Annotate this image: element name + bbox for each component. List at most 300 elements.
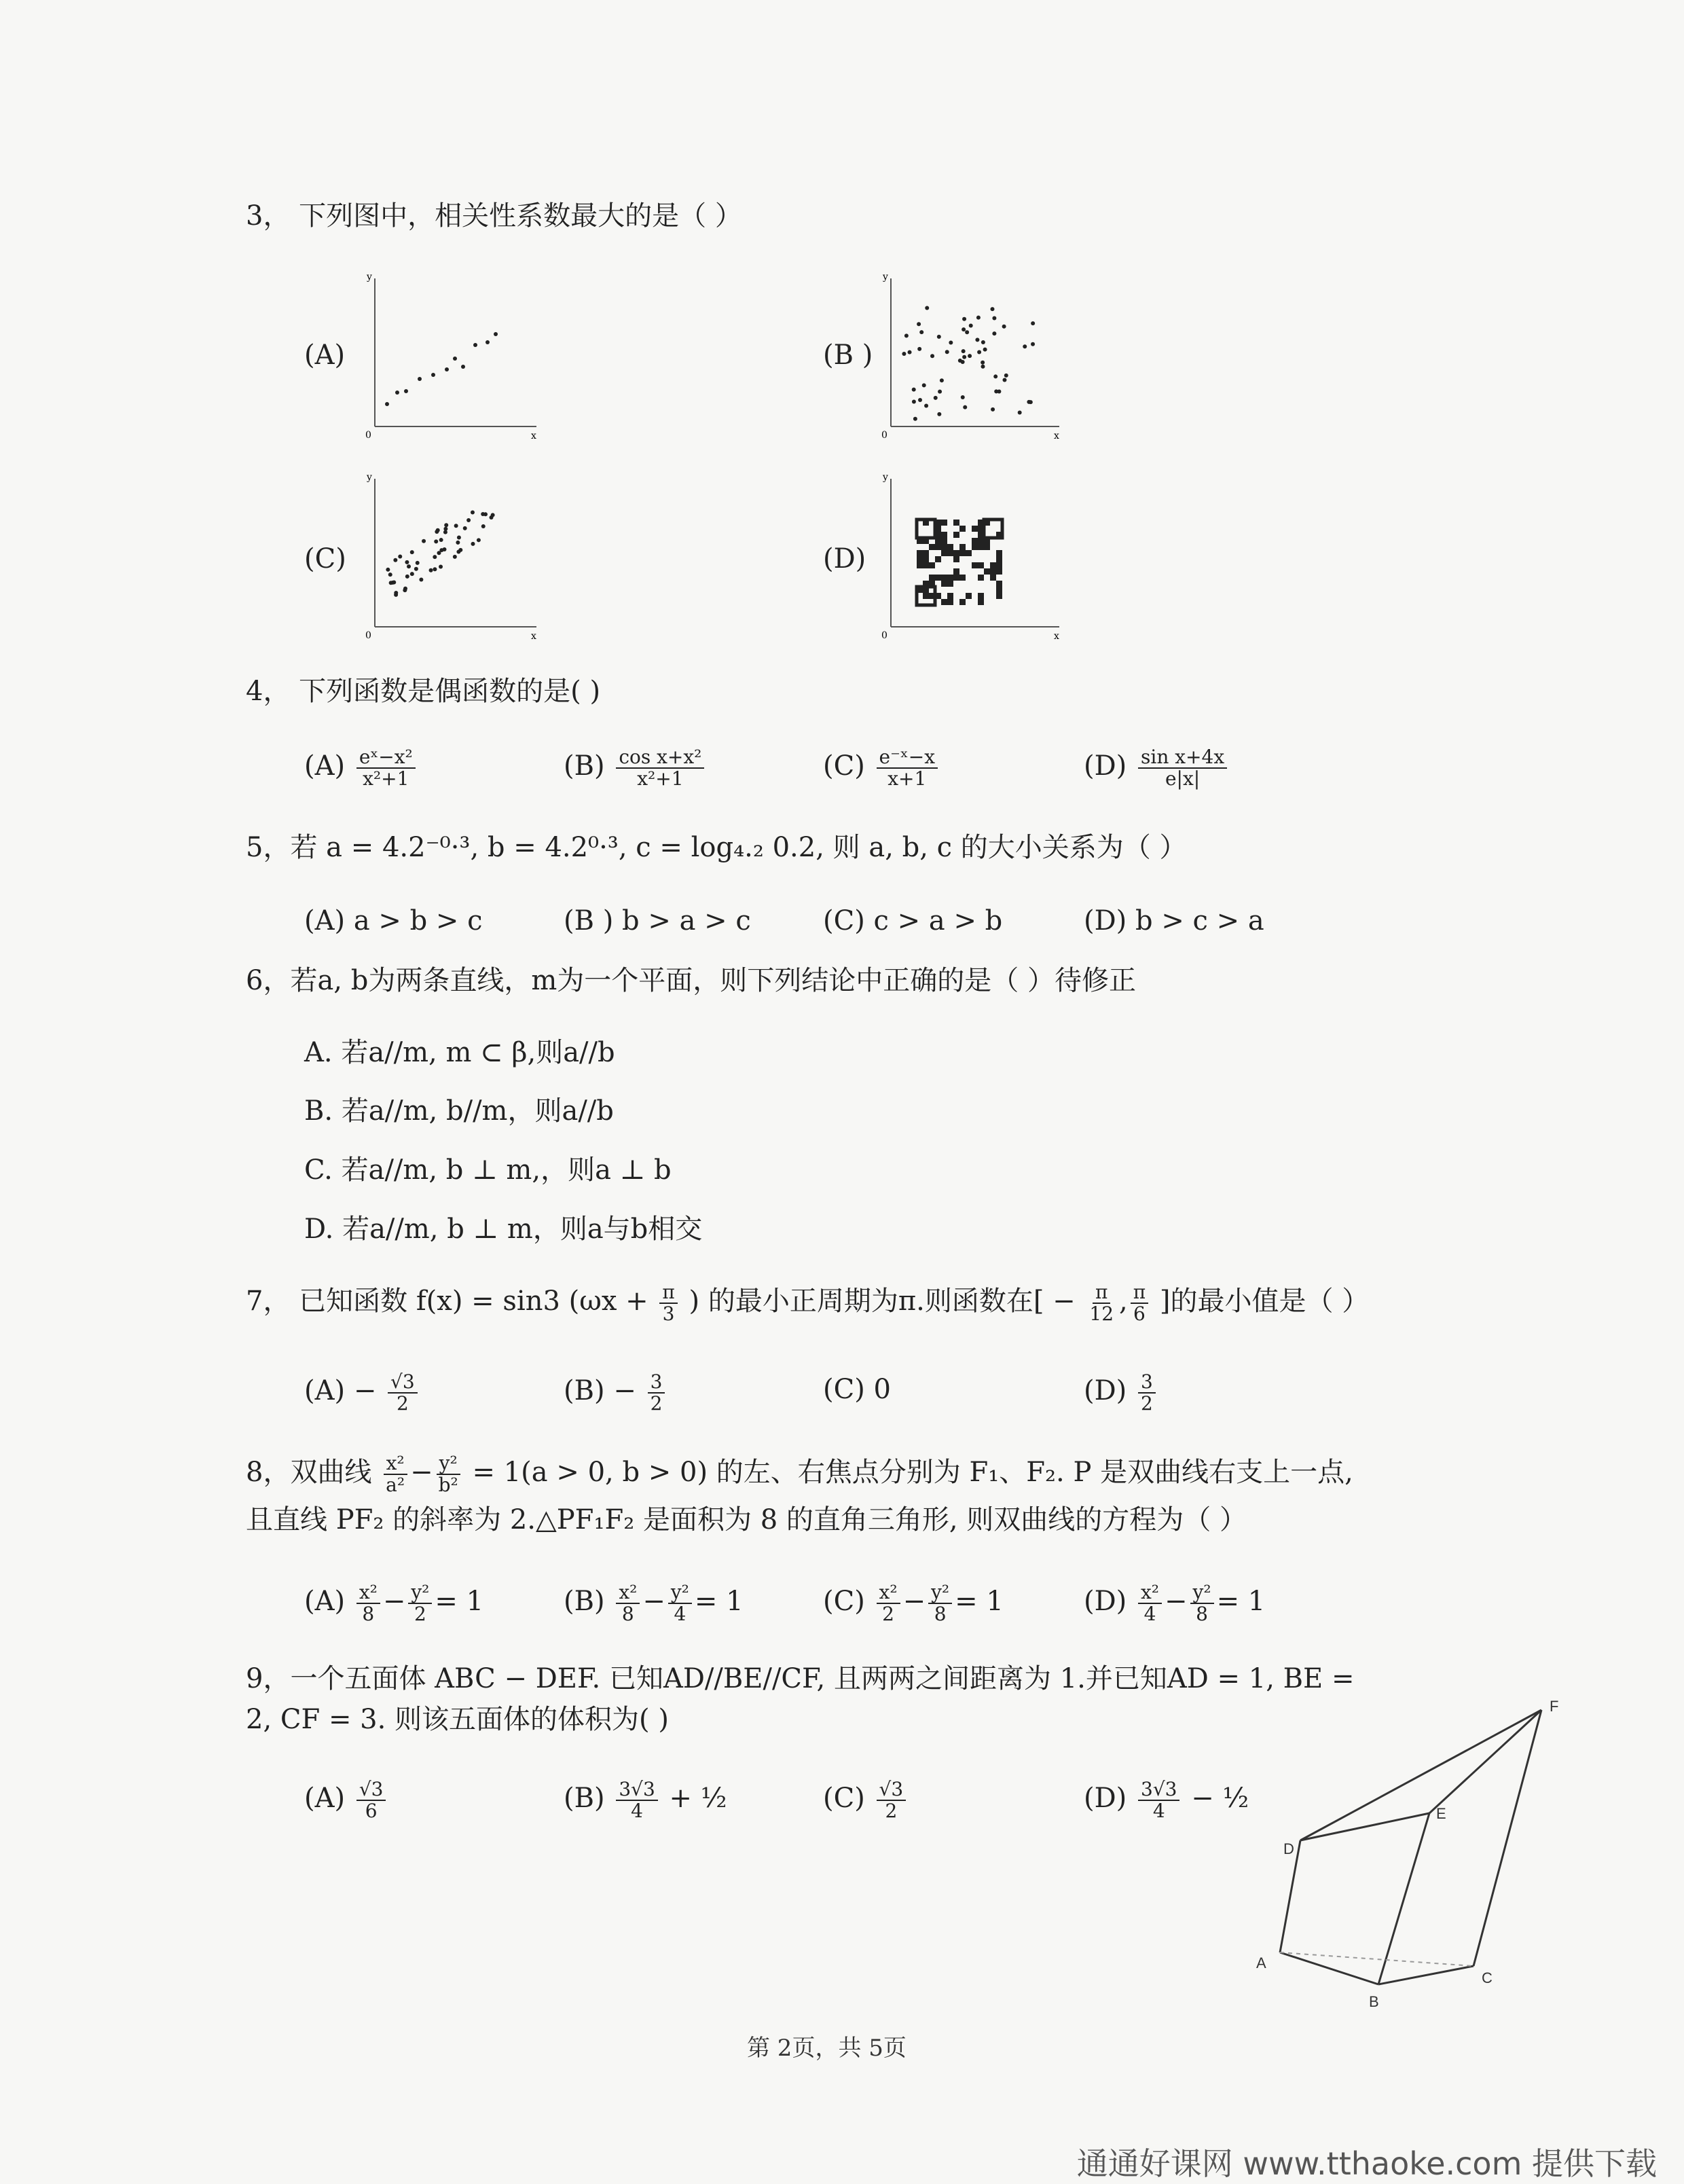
q7-b-fraction bbox=[648, 1372, 665, 1414]
scatter-b-point bbox=[981, 340, 985, 344]
qr-module bbox=[941, 538, 947, 544]
scatter-c-x: x bbox=[531, 631, 536, 642]
q7-option-b[interactable] bbox=[564, 1372, 667, 1414]
scatter-c-point bbox=[443, 527, 447, 531]
q7-stem-part-c: , bbox=[1119, 1286, 1128, 1317]
scatter-b-point bbox=[917, 347, 921, 351]
scatter-c-point bbox=[394, 591, 398, 595]
scatter-c-y: y bbox=[367, 472, 372, 483]
scatter-a-point bbox=[385, 402, 389, 406]
qr-module bbox=[996, 562, 1002, 568]
qr-module bbox=[935, 575, 941, 581]
scatter-c-point bbox=[410, 550, 414, 554]
qr-module bbox=[996, 550, 1002, 556]
scatter-c-point bbox=[429, 568, 433, 572]
scatter-c-point bbox=[393, 558, 397, 562]
scatter-b-point bbox=[924, 403, 928, 407]
q4-a-fraction bbox=[356, 747, 416, 789]
q7-frac-3 bbox=[1131, 1282, 1148, 1324]
qr-module bbox=[947, 544, 953, 550]
qr-module bbox=[996, 587, 1002, 593]
q8-b-label: (B) bbox=[564, 1586, 605, 1617]
scatter-b-point bbox=[919, 330, 923, 334]
qr-module bbox=[941, 520, 947, 526]
q5-stem: 5，若 a = 4.2⁻⁰·³, b = 4.2⁰·³, c = log₄.₂ 0.2, 则 a, b, c 的大小关系为（ ） bbox=[246, 832, 1187, 863]
q8-a-label: (A) bbox=[304, 1586, 346, 1617]
scatter-b-point bbox=[912, 400, 916, 404]
q7-option-c[interactable] bbox=[823, 1372, 891, 1407]
q4-option-c[interactable] bbox=[823, 747, 940, 789]
q9-line2: 2, CF = 3. 则该五面体的体积为( ) bbox=[246, 1704, 669, 1735]
q9-a-label: (A) bbox=[304, 1783, 346, 1814]
q7-a-num: √3 bbox=[388, 1372, 418, 1394]
scatter-c-point bbox=[419, 577, 423, 581]
scatter-b-point bbox=[940, 378, 944, 382]
scatter-b-point bbox=[992, 316, 996, 320]
q8-c-y2: y² bbox=[928, 1582, 952, 1604]
qr-module bbox=[959, 599, 966, 605]
q4-d-fraction bbox=[1138, 747, 1227, 789]
scatter-a-point bbox=[494, 332, 498, 336]
q7-stem-part-d: ]的最小值是（ ） bbox=[1159, 1286, 1370, 1317]
qr-module bbox=[953, 520, 959, 526]
q5-option-c[interactable]: (C) c > a > b bbox=[823, 905, 1003, 936]
q5-option-a[interactable]: (A) a > b > c bbox=[304, 905, 483, 936]
q4-a-den: x²+1 bbox=[363, 767, 409, 790]
q8-c-x2: x² bbox=[877, 1582, 900, 1604]
q9-b-den: 4 bbox=[631, 1800, 643, 1822]
qr-module bbox=[923, 550, 929, 556]
scatter-c-point bbox=[477, 538, 481, 542]
qr-module bbox=[917, 562, 923, 568]
scatter-plot-c bbox=[360, 472, 543, 642]
q7-d-den: 2 bbox=[1141, 1392, 1153, 1415]
scatter-a-point bbox=[473, 343, 477, 347]
q7-option-d[interactable] bbox=[1084, 1372, 1158, 1414]
scatter-b-point bbox=[962, 355, 966, 359]
qr-module bbox=[966, 550, 972, 556]
q8-minus: − bbox=[410, 1457, 433, 1488]
scatter-b-point bbox=[997, 389, 1001, 393]
scatter-a-y: y bbox=[367, 272, 372, 283]
scatter-b-point bbox=[977, 350, 981, 354]
scatter-c-point bbox=[388, 572, 392, 577]
qr-module bbox=[978, 593, 984, 599]
qr-module bbox=[996, 556, 1002, 562]
q8-frac-y bbox=[436, 1453, 461, 1495]
scatter-b-point bbox=[991, 407, 995, 412]
scatter-c-point bbox=[410, 572, 414, 576]
qr-module bbox=[966, 593, 972, 599]
q5-option-d[interactable]: (D) b > c > a bbox=[1084, 905, 1264, 936]
qr-module bbox=[941, 599, 947, 605]
q3-label-b: (B ) bbox=[823, 340, 873, 371]
q6-option-a[interactable]: A. 若a//m, m ⊂ β,则a//b bbox=[304, 1037, 615, 1068]
scatter-b-point bbox=[918, 398, 922, 402]
q8-f2-den: b² bbox=[438, 1474, 458, 1496]
q7-a-fraction bbox=[388, 1372, 418, 1414]
scatter-b-x: x bbox=[1054, 431, 1059, 441]
scatter-c-point bbox=[433, 555, 437, 559]
q8-c-eq: = 1 bbox=[955, 1586, 1004, 1617]
scatter-b-point bbox=[992, 331, 996, 335]
scatter-a-x: x bbox=[531, 431, 536, 441]
q9-c-label: (C) bbox=[823, 1783, 865, 1814]
q7-frac2-num: π bbox=[1093, 1282, 1110, 1304]
scatter-b-origin: 0 bbox=[881, 430, 887, 441]
q8-d-minus: − bbox=[1165, 1586, 1188, 1617]
vertex-b-label: B bbox=[1369, 1993, 1379, 2010]
scatter-b-point bbox=[913, 417, 917, 421]
qr-module bbox=[990, 562, 996, 568]
q8-c-den2: 8 bbox=[934, 1603, 947, 1625]
q9-d-num: 3√3 bbox=[1138, 1779, 1179, 1801]
q8-b-frac2 bbox=[668, 1582, 692, 1624]
vertex-d-label: D bbox=[1283, 1840, 1294, 1857]
qr-module bbox=[953, 532, 959, 538]
scatter-b-point bbox=[904, 333, 909, 338]
q7-option-a[interactable] bbox=[304, 1372, 420, 1414]
q8-a-frac2 bbox=[408, 1582, 432, 1624]
scatter-c-point bbox=[416, 561, 420, 565]
qr-module bbox=[978, 544, 984, 550]
q8-line1-b: = 1(a > 0, b > 0) 的左、右焦点分别为 F₁、F₂. P 是双曲线右支上一点, bbox=[472, 1457, 1353, 1488]
q8-d-x2: x² bbox=[1138, 1582, 1162, 1604]
scatter-c-point bbox=[389, 581, 393, 585]
q7-frac2-den: 12 bbox=[1089, 1303, 1114, 1325]
q7-stem bbox=[246, 1282, 1369, 1324]
q8-a-den1: 8 bbox=[362, 1603, 375, 1625]
scatter-b-point bbox=[925, 306, 929, 310]
qr-module bbox=[941, 532, 947, 538]
q4-c-num: e⁻ˣ−x bbox=[877, 747, 938, 769]
q8-f2-num: y² bbox=[437, 1453, 460, 1475]
qr-module bbox=[996, 568, 1002, 575]
vertex-a-label: A bbox=[1256, 1954, 1266, 1971]
q8-option-a[interactable] bbox=[304, 1582, 483, 1624]
scatter-c-point bbox=[458, 548, 462, 552]
q7-frac1-den: 3 bbox=[662, 1303, 675, 1325]
q4-b-den: x²+1 bbox=[637, 767, 684, 790]
scatter-c-point bbox=[405, 560, 409, 564]
q8-d-label: (D) bbox=[1084, 1586, 1127, 1617]
scatter-c-point bbox=[414, 567, 418, 571]
q4-d-num: sin x+4x bbox=[1138, 747, 1227, 769]
qr-module bbox=[984, 544, 990, 550]
q4-d-den: e|x| bbox=[1165, 767, 1201, 790]
q4-c-fraction bbox=[877, 747, 938, 789]
scatter-c-point bbox=[436, 528, 440, 532]
q7-frac1-num: π bbox=[659, 1282, 677, 1304]
qr-module bbox=[947, 575, 953, 581]
q7-frac-1 bbox=[659, 1282, 677, 1324]
scatter-b-point bbox=[922, 383, 926, 387]
q7-d-fraction bbox=[1138, 1372, 1156, 1414]
scatter-b-point bbox=[1031, 321, 1035, 325]
q8-d-eq: = 1 bbox=[1216, 1586, 1266, 1617]
scatter-plot-d bbox=[876, 472, 1066, 642]
q6-option-b[interactable]: B. 若a//m, b//m，则a//b bbox=[304, 1095, 614, 1127]
qr-module bbox=[947, 593, 953, 599]
q8-c-minus: − bbox=[902, 1586, 926, 1617]
q8-b-eq: = 1 bbox=[694, 1586, 744, 1617]
qr-module bbox=[923, 593, 929, 599]
qr-module bbox=[959, 526, 966, 532]
q4-option-b[interactable] bbox=[564, 747, 707, 789]
scatter-a-origin: 0 bbox=[365, 430, 371, 441]
q4-stem: 4， 下列函数是偶函数的是( ) bbox=[246, 676, 601, 707]
q9-d-tail: − ½ bbox=[1191, 1783, 1249, 1814]
q4-option-d[interactable] bbox=[1084, 747, 1230, 789]
scatter-c-point bbox=[466, 518, 471, 522]
page-footer: 第 2页，共 5页 bbox=[747, 2035, 907, 2062]
scatter-b-point bbox=[968, 354, 972, 358]
scatter-b-point bbox=[961, 360, 965, 364]
q9-d-label: (D) bbox=[1084, 1783, 1127, 1814]
qr-module bbox=[959, 575, 966, 581]
q9-c-num: √3 bbox=[877, 1779, 907, 1801]
q7-frac3-den: 6 bbox=[1133, 1303, 1146, 1325]
scatter-b-point bbox=[938, 390, 942, 394]
watermark: 通通好课网 www.tthaoke.com 提供下载 bbox=[1076, 2145, 1657, 2182]
q8-a-den2: 2 bbox=[414, 1603, 426, 1625]
scatter-b-point bbox=[937, 335, 941, 339]
pentahedron-diagram bbox=[1236, 1691, 1589, 2017]
q7-stem-part-b: ) 的最小正周期为π.则函数在[ − bbox=[689, 1286, 1076, 1317]
scatter-c-point bbox=[398, 555, 402, 559]
vertex-e-label: E bbox=[1436, 1805, 1446, 1822]
q4-option-a[interactable] bbox=[304, 747, 418, 789]
scatter-c-point bbox=[407, 564, 411, 568]
q8-option-c[interactable] bbox=[823, 1582, 1004, 1624]
q5-option-b[interactable]: (B ) b > a > c bbox=[564, 905, 751, 936]
q8-frac-x bbox=[383, 1453, 407, 1495]
vertex-f-label: F bbox=[1550, 1698, 1559, 1715]
scatter-c-point bbox=[463, 526, 467, 530]
q7-frac3-num: π bbox=[1131, 1282, 1148, 1304]
qr-module bbox=[947, 599, 953, 605]
scatter-d-y: y bbox=[883, 472, 888, 483]
q9-a-den: 6 bbox=[365, 1800, 378, 1822]
scatter-c-point bbox=[422, 539, 426, 543]
q7-d-label: (D) bbox=[1084, 1375, 1127, 1406]
q4-c-den: x+1 bbox=[887, 767, 927, 790]
scatter-c-point bbox=[456, 541, 460, 545]
q6-option-c[interactable]: C. 若a//m, b ⊥ m,，则a ⊥ b bbox=[304, 1154, 672, 1186]
scatter-b-point bbox=[945, 350, 949, 354]
scatter-c-point bbox=[471, 542, 475, 546]
scatter-plot-a bbox=[360, 272, 543, 441]
q7-b-den: 2 bbox=[650, 1392, 663, 1415]
q9-d-den: 4 bbox=[1152, 1800, 1165, 1822]
scatter-c-point bbox=[386, 568, 390, 572]
scatter-c-point bbox=[403, 588, 407, 592]
scatter-b-point bbox=[1027, 400, 1031, 404]
q4-a-label: (A) bbox=[304, 750, 346, 782]
qr-module bbox=[941, 550, 947, 556]
qr-module bbox=[929, 575, 935, 581]
qr-module bbox=[941, 581, 947, 587]
scatter-a-point bbox=[461, 365, 465, 369]
scatter-c-point bbox=[453, 555, 457, 559]
q7-frac-2 bbox=[1086, 1282, 1116, 1324]
scatter-b-point bbox=[1002, 325, 1006, 329]
q8-d-den2: 8 bbox=[1196, 1603, 1208, 1625]
q7-c-label: (C) 0 bbox=[823, 1374, 891, 1405]
scatter-c-point bbox=[433, 567, 437, 571]
scatter-b-point bbox=[975, 338, 979, 342]
q9-option-c[interactable] bbox=[823, 1779, 909, 1821]
scatter-c-point bbox=[454, 524, 458, 528]
scatter-c-point bbox=[439, 564, 443, 568]
q9-c-fraction bbox=[877, 1779, 907, 1821]
scatter-c-point bbox=[457, 536, 461, 540]
qr-module bbox=[923, 556, 929, 562]
scatter-c-point bbox=[405, 575, 409, 579]
q8-c-den1: 2 bbox=[882, 1603, 894, 1625]
q8-a-y2: y² bbox=[408, 1582, 432, 1604]
q4-b-fraction bbox=[616, 747, 704, 789]
qr-module bbox=[996, 581, 1002, 587]
q4-b-num: cos x+x² bbox=[616, 747, 704, 769]
qr-module bbox=[935, 556, 941, 562]
scatter-a-point bbox=[404, 389, 408, 393]
q8-b-den2: 4 bbox=[674, 1603, 687, 1625]
scatter-a-point bbox=[431, 373, 435, 377]
q9-c-den: 2 bbox=[885, 1800, 898, 1822]
qr-module bbox=[972, 526, 978, 532]
qr-code-icon bbox=[917, 520, 1002, 605]
q7-a-label: (A) − bbox=[304, 1375, 377, 1406]
scatter-b-point bbox=[1023, 344, 1027, 348]
scatter-d-origin: 0 bbox=[881, 630, 887, 641]
q9-b-num: 3√3 bbox=[616, 1779, 657, 1801]
scatter-c-point bbox=[434, 539, 438, 543]
q8-f1-den: a² bbox=[386, 1474, 405, 1496]
q7-stem-part-a: 7， 已知函数 f(x) = sin3 (ωx + bbox=[246, 1286, 648, 1317]
scatter-c-point bbox=[439, 548, 443, 552]
q8-d-y2: y² bbox=[1190, 1582, 1214, 1604]
qr-module bbox=[953, 556, 959, 562]
qr-module bbox=[935, 544, 941, 550]
scatter-b-point bbox=[981, 365, 985, 369]
qr-module bbox=[996, 593, 1002, 599]
q4-c-label: (C) bbox=[823, 750, 865, 782]
scatter-b-point bbox=[917, 322, 921, 326]
scatter-c-point bbox=[481, 512, 485, 516]
qr-module bbox=[929, 562, 935, 568]
scatter-a-point bbox=[445, 367, 449, 371]
q8-c-frac2 bbox=[928, 1582, 952, 1624]
q8-option-d[interactable] bbox=[1084, 1582, 1265, 1624]
qr-module bbox=[972, 562, 978, 568]
q8-c-frac1 bbox=[877, 1582, 900, 1624]
scatter-b-point bbox=[949, 341, 953, 345]
q8-b-den1: 8 bbox=[621, 1603, 634, 1625]
q8-d-frac1 bbox=[1138, 1582, 1162, 1624]
scatter-a-point bbox=[486, 340, 490, 344]
q7-b-num: 3 bbox=[648, 1372, 665, 1394]
scatter-b-point bbox=[961, 395, 965, 399]
q9-line1: 9，一个五面体 ABC − DEF. 已知AD//BE//CF, 且两两之间距离为 1.并已知AD = 1, BE = bbox=[246, 1663, 1355, 1694]
scatter-c-point bbox=[481, 524, 486, 528]
scatter-b-point bbox=[962, 327, 966, 331]
q9-option-d[interactable] bbox=[1084, 1779, 1249, 1821]
q8-line2: 且直线 PF₂ 的斜率为 2.△PF₁F₂ 是面积为 8 的直角三角形, 则双曲线的方程为（ ） bbox=[246, 1504, 1247, 1535]
qr-module bbox=[978, 562, 984, 568]
scatter-b-point bbox=[965, 330, 969, 334]
q9-b-label: (B) bbox=[564, 1783, 605, 1814]
qr-module bbox=[953, 550, 959, 556]
qr-module bbox=[917, 550, 923, 556]
q8-a-frac1 bbox=[356, 1582, 380, 1624]
qr-module bbox=[923, 562, 929, 568]
scatter-b-point bbox=[937, 412, 941, 416]
q8-a-eq: = 1 bbox=[435, 1586, 484, 1617]
q9-a-num: √3 bbox=[356, 1779, 386, 1801]
q8-b-frac1 bbox=[616, 1582, 640, 1624]
q7-d-num: 3 bbox=[1138, 1372, 1156, 1394]
q8-b-y2: y² bbox=[668, 1582, 692, 1604]
q9-option-a[interactable] bbox=[304, 1779, 388, 1821]
q8-f1-num: x² bbox=[384, 1453, 407, 1475]
qr-module bbox=[953, 575, 959, 581]
q8-option-b[interactable] bbox=[564, 1582, 744, 1624]
q8-line1-a: 8，双曲线 bbox=[246, 1457, 372, 1488]
scatter-b-point bbox=[963, 405, 967, 410]
q3-label-d: (D) bbox=[823, 543, 866, 575]
q7-a-den: 2 bbox=[396, 1392, 409, 1415]
q4-a-num: eˣ−x² bbox=[356, 747, 416, 769]
qr-module bbox=[959, 544, 966, 550]
q9-d-fraction bbox=[1138, 1779, 1179, 1821]
scatter-b-point bbox=[981, 361, 985, 365]
scatter-a-point bbox=[418, 377, 422, 381]
scatter-b-point bbox=[902, 352, 906, 356]
q8-d-frac2 bbox=[1190, 1582, 1214, 1624]
scatter-plot-b bbox=[876, 272, 1066, 441]
scatter-b-point bbox=[908, 350, 912, 354]
q6-option-d[interactable]: D. 若a//m, b ⊥ m，则a与b相交 bbox=[304, 1214, 703, 1245]
q4-b-label: (B) bbox=[564, 750, 605, 782]
q4-d-label: (D) bbox=[1084, 750, 1127, 782]
scatter-b-point bbox=[983, 348, 987, 352]
q9-option-b[interactable] bbox=[564, 1779, 727, 1821]
q8-b-minus: − bbox=[642, 1586, 665, 1617]
q8-a-minus: − bbox=[382, 1586, 406, 1617]
q9-b-fraction bbox=[616, 1779, 657, 1821]
q3-label-c: (C) bbox=[304, 543, 346, 575]
q8-b-x2: x² bbox=[616, 1582, 640, 1604]
q8-a-x2: x² bbox=[356, 1582, 380, 1604]
qr-module bbox=[978, 599, 984, 605]
qr-module bbox=[978, 575, 984, 581]
q8-line1 bbox=[246, 1453, 1353, 1495]
scatter-a-point bbox=[453, 357, 457, 361]
scatter-c-point bbox=[439, 538, 443, 542]
qr-module bbox=[959, 550, 966, 556]
scatter-b-point bbox=[1004, 374, 1008, 378]
qr-module bbox=[941, 544, 947, 550]
vertex-c-label: C bbox=[1482, 1969, 1493, 1986]
qr-module bbox=[953, 568, 959, 575]
scatter-b-point bbox=[993, 374, 997, 378]
qr-module bbox=[941, 575, 947, 581]
q9-a-fraction bbox=[356, 1779, 386, 1821]
q6-stem: 6，若a, b为两条直线，m为一个平面，则下列结论中正确的是（ ）待修正 bbox=[246, 965, 1136, 996]
q7-b-label: (B) − bbox=[564, 1375, 636, 1406]
q9-b-tail: + ½ bbox=[669, 1783, 727, 1814]
